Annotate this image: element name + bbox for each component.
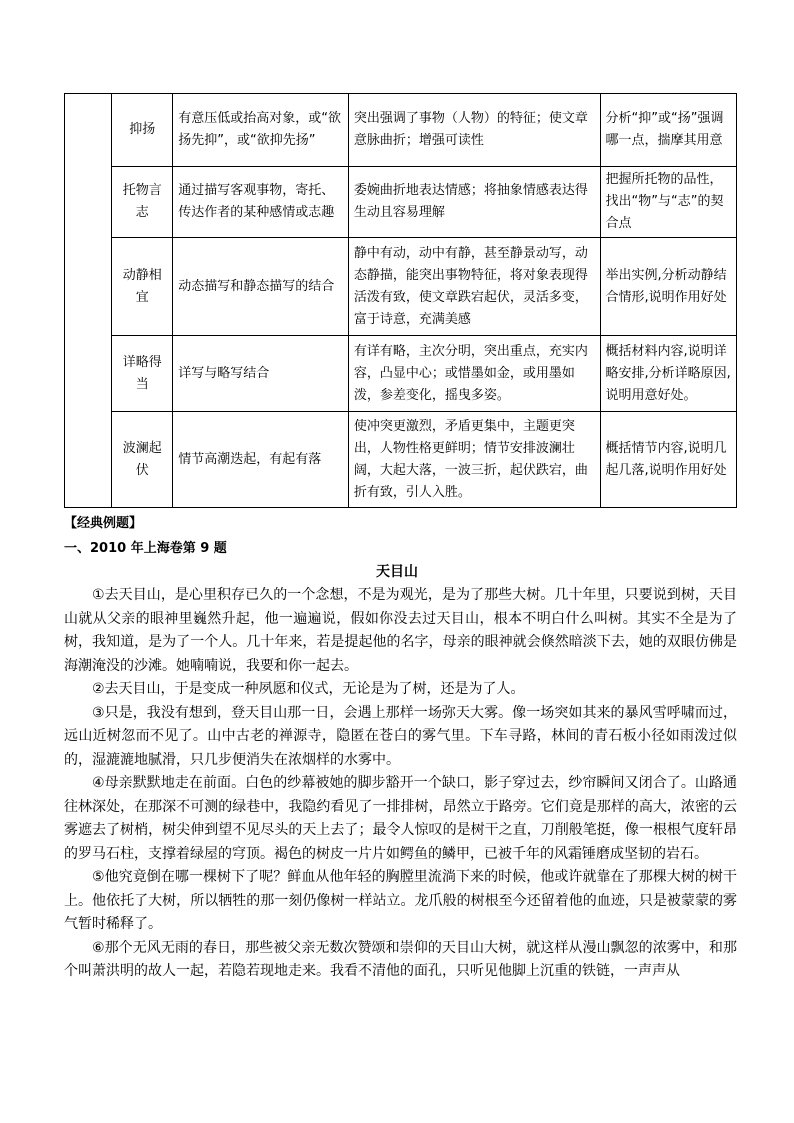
article-title: 天目山 (376, 564, 418, 580)
paragraph: ②去天目山，于是变成一种夙愿和仪式，无论是为了树，还是为了人。 (92, 681, 525, 697)
technique-effect: 突出强调了事物（人物）的特征；使文章意脉曲折；增强可读性 (348, 94, 600, 167)
table-row (65, 412, 737, 508)
table-row (65, 167, 737, 238)
technique-effect: 委婉曲折地表达情感；将抽象情感表达得生动且容易理解 (348, 167, 600, 238)
techniques-table (64, 93, 737, 508)
paragraph: ④母亲默默地走在前面。白色的纱幕被她的脚步豁开一个缺口，影子穿过去，纱帘瞬间又闭合了。山路通往林深处，在那深不可测的绿巷中，我隐约看见了一排排树，昂然立于路旁。它们竟是那样的高大，浓密的云雾遮去了树梢，树尖伸到望不见尽头的天上去了；最令人惊叹的是树干之直，刀削般笔挺，像一根根气度轩昂的罗马石柱，支撑着绿屋的穹顶。褐色的树皮一片片如鳄鱼的鳞甲，已被千年的风霜锤磨成坚韧的岩石。 (64, 775, 737, 862)
technique-definition: 有意压低或抬高对象，或“欲扬先抑”，或“欲抑先扬” (173, 94, 349, 167)
technique-effect: 静中有动，动中有静，甚至静景动写，动态静描，能突出事物特征，将对象表现得活泼有致，使文章跌宕起伏，灵活多变，富于诗意，充满美感 (348, 238, 600, 336)
table-side-cell (65, 94, 112, 508)
table-row (65, 336, 737, 412)
technique-name: 详略得当 (112, 336, 173, 412)
technique-effect: 使冲突更激烈，矛盾更集中，主题更突出，人物性格更鲜明；情节安排波澜壮阔，大起大落，一波三折，起伏跌宕，曲折有致，引人入胜。 (348, 412, 600, 508)
paragraph: ⑥那个无风无雨的春日，那些被父亲无数次赞颂和崇仰的天目山大树，就这样从漫山飘忽的浓雾中，和那个叫萧洪明的故人一起，若隐若现地走来。我看不清他的面孔，只听见他脚上沉重的铁链，一声声从 (64, 939, 737, 979)
technique-definition: 详写与略写结合 (173, 336, 349, 412)
paragraph: ③只是，我没有想到，登天目山那一日，会遇上那样一场弥天大雾。像一场突如其来的暴风雪呼啸而过，远山近树忽而不见了。山中古老的禅源寺，隐匿在苍白的雾气里。下车寻路，林间的青石板小径如雨泼过似的，湿漉漉地腻滑，只几步便消失在浓烟样的水雾中。 (64, 704, 737, 768)
technique-definition: 动态描写和静态描写的结合 (173, 238, 349, 336)
technique-method: 概括情节内容,说明几起几落,说明作用好处 (600, 412, 736, 508)
section-header: 【经典例题】 (64, 516, 143, 531)
technique-name: 波澜起伏 (112, 412, 173, 508)
technique-effect: 有详有略，主次分明，突出重点，充实内容，凸显中心；或惜墨如金，或用墨如泼，参差变化，摇曳多姿。 (348, 336, 600, 412)
question-source: 一、2010 年上海卷第 9 题 (64, 541, 227, 556)
article-body (64, 584, 737, 984)
paragraph: ①去天目山，是心里积存已久的一个念想，不是为观光，是为了那些大树。几十年里，只要说到树，天目山就从父亲的眼神里巍然升起，他一遍遍说，假如你没去过天目山，根本不明白什么叫树。其实不全是为了树，我知道，是为了一个人。几十年来，若是提起他的名字，母亲的眼神就会倏然暗淡下去，她的双眼仿佛是海潮淹没的沙滩。她喃喃说，我要和你一起去。 (64, 587, 737, 674)
paragraph: ⑤他究竟倒在哪一棵树下了呢？鲜血从他年轻的胸膛里流淌下来的时候，他或许就靠在了那棵大树的树干上。他依托了大树，所以牺牲的那一刻仍像树一样站立。龙爪般的树根至今还留着他的血迹，只是被蒙蒙的雾气暂时稀释了。 (64, 869, 737, 932)
table-row (65, 94, 737, 167)
technique-definition: 情节高潮迭起，有起有落 (173, 412, 349, 508)
technique-name: 动静相宜 (112, 238, 173, 336)
technique-method: 概括材料内容,说明详略安排,分析详略原因,说明用意好处。 (600, 336, 736, 412)
technique-method: 把握所托物的品性，找出“物”与“志”的契合点 (600, 167, 736, 238)
technique-name: 托物言志 (112, 167, 173, 238)
technique-method: 分析“抑”或“扬”强调哪一点，揣摩其用意 (600, 94, 736, 167)
technique-definition: 通过描写客观事物，寄托、传达作者的某种感情或志趣 (173, 167, 349, 238)
technique-name: 抑扬 (112, 94, 173, 167)
table-row (65, 238, 737, 336)
technique-method: 举出实例,分析动静结合情形,说明作用好处 (600, 238, 736, 336)
